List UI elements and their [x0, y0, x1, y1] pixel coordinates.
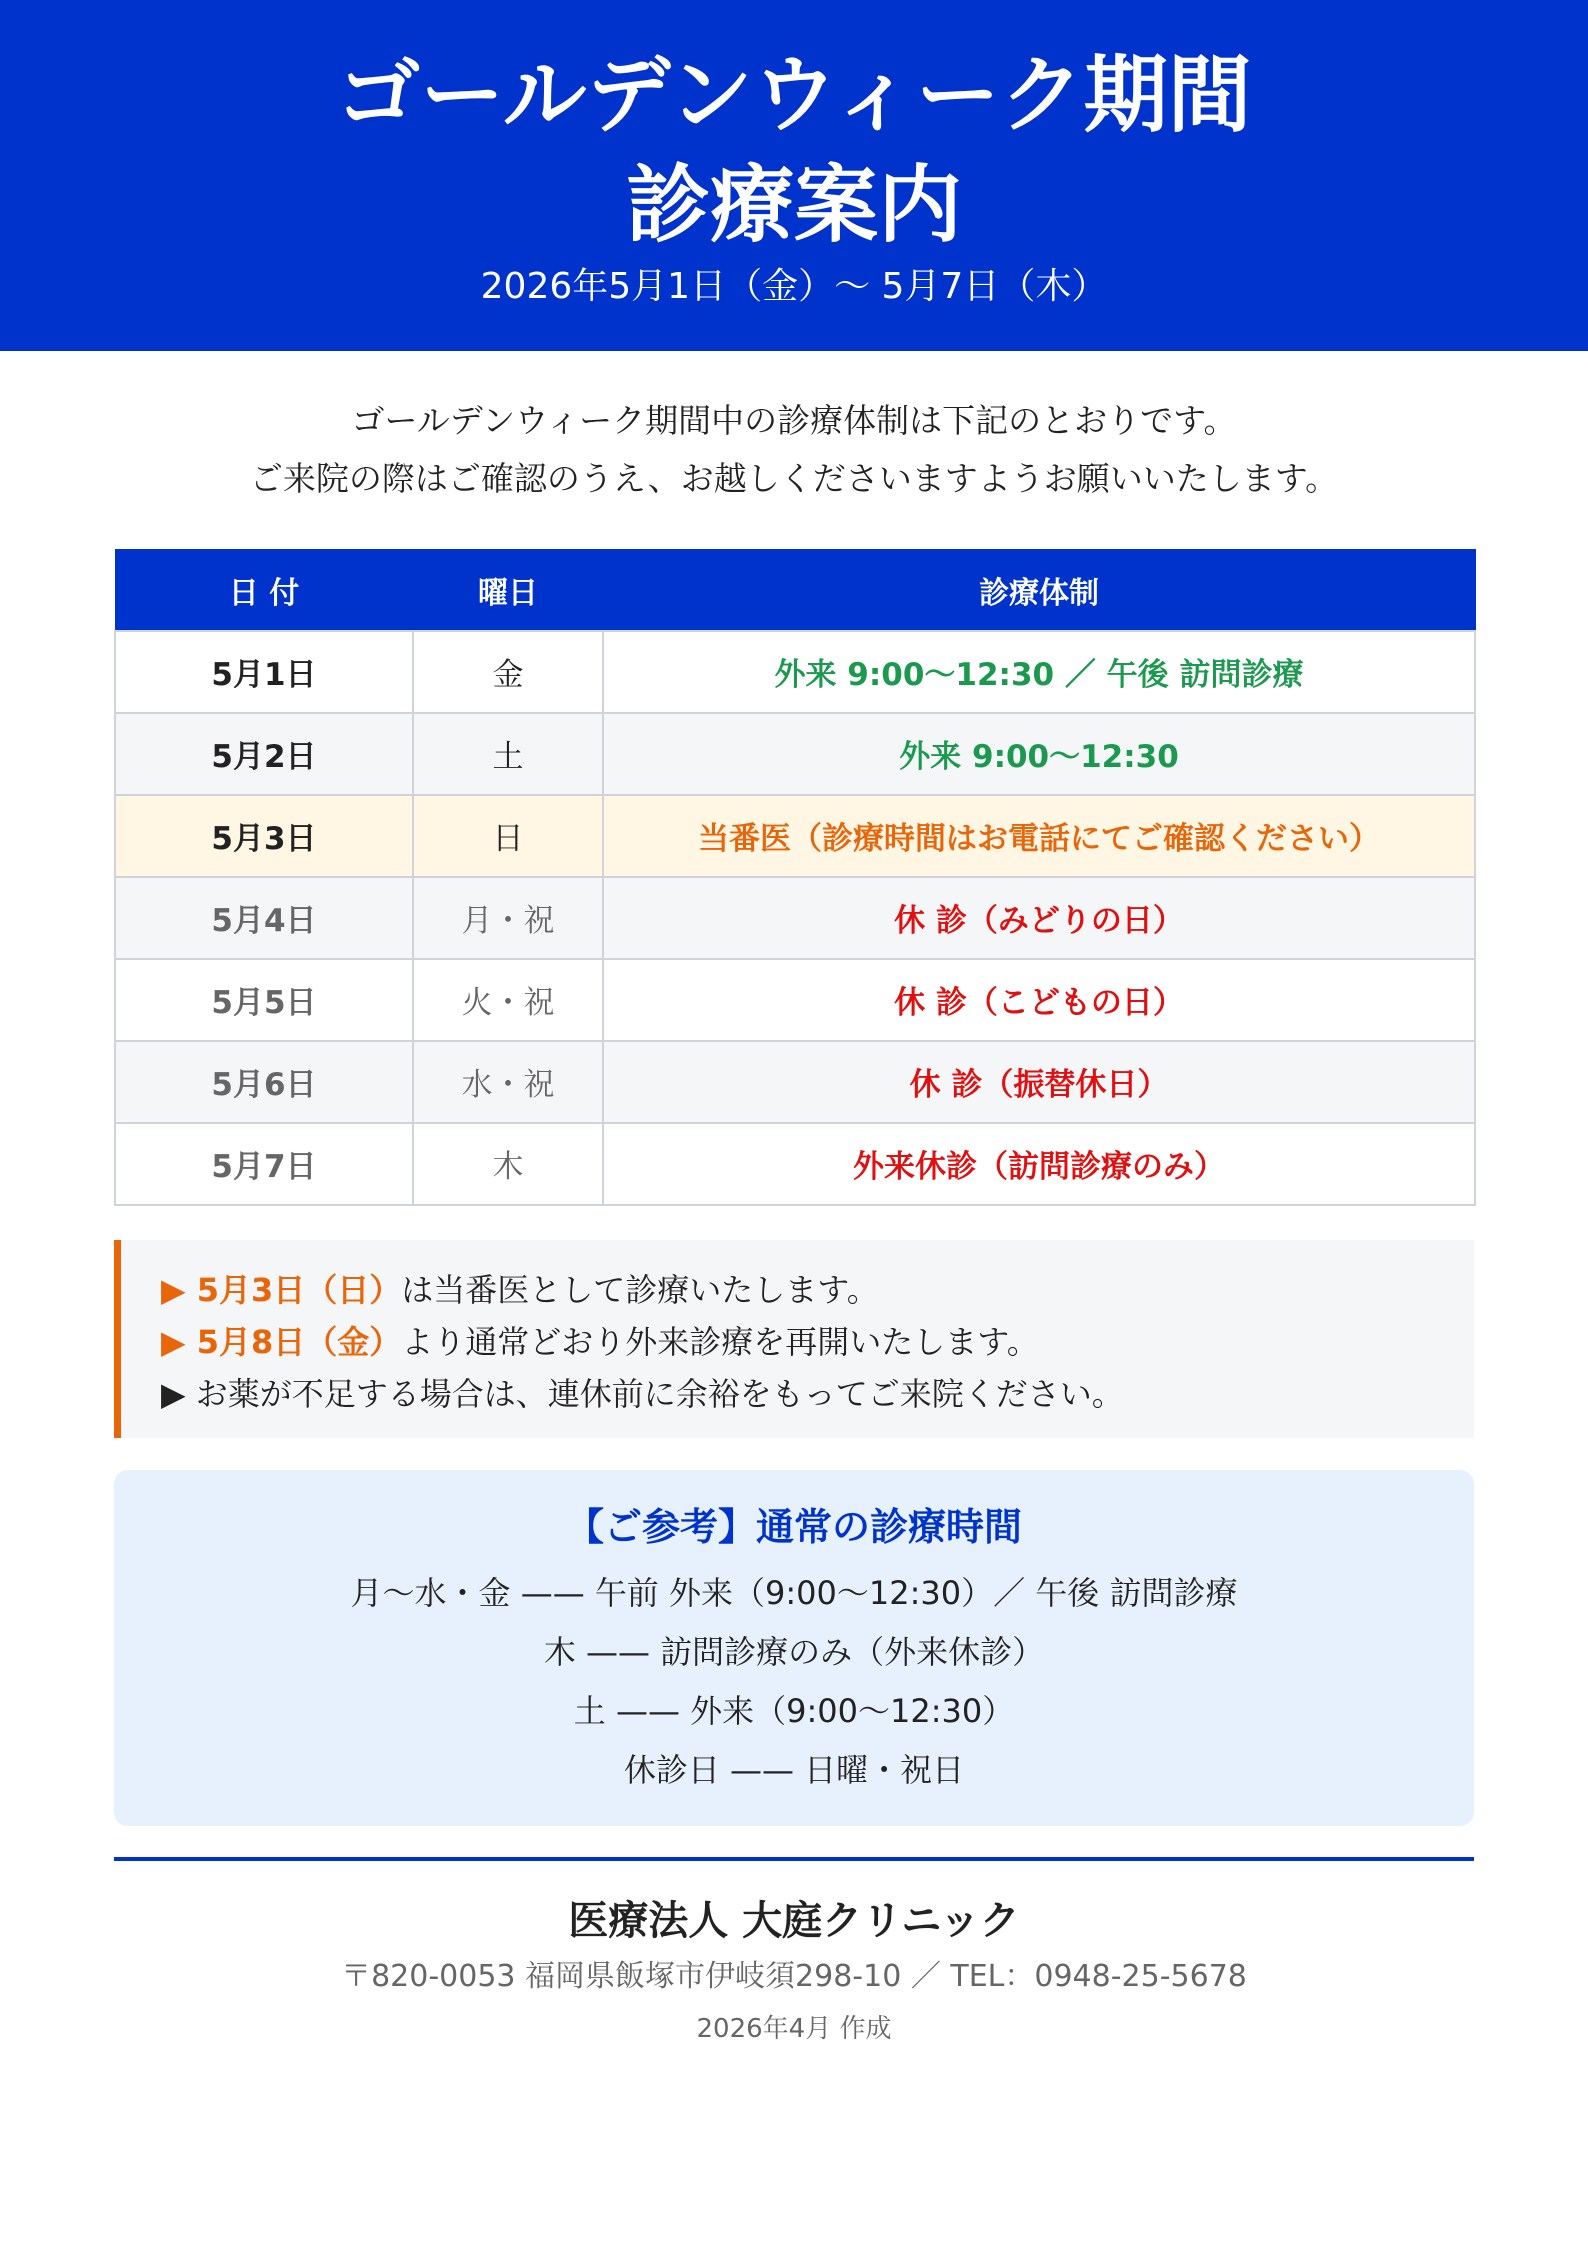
row-day: 月・祝	[413, 877, 603, 959]
notice-line-3: ▶ お薬が不足する場合は、連休前に余裕をもってご来院ください。	[161, 1375, 1124, 1413]
header-day: 曜日	[413, 550, 603, 631]
table-row	[115, 1041, 1475, 1123]
row-day: 日	[413, 795, 603, 877]
row-schedule: 外来休診（訪問診療のみ）	[603, 1123, 1475, 1205]
row-date: 5月4日	[115, 877, 413, 959]
notice-text: より通常どおり外来診療を再開いたします。	[401, 1323, 1039, 1361]
intro-line-2: ご来院の際はご確認のうえ、お越しくださいますようお願いいたします。	[249, 459, 1339, 498]
page-title-line2: 診療案内	[625, 156, 962, 254]
row-date: 5月3日	[115, 795, 413, 877]
row-schedule: 当番医（診療時間はお電話にてご確認ください）	[603, 795, 1475, 877]
clinic-address: 〒820-0053 福岡県飯塚市伊岐須298-10 ／ TEL：0948-25-5678	[341, 1959, 1247, 1994]
reference-box	[114, 1470, 1474, 1826]
clinic-name: 医療法人 大庭クリニック	[568, 1898, 1020, 1944]
reference-line: 木 —— 訪問診療のみ（外来休診）	[543, 1633, 1045, 1671]
row-day: 木	[413, 1123, 603, 1205]
reference-line: 休診日 —— 日曜・祝日	[623, 1751, 965, 1789]
reference-line: 土 —— 外来（9:00〜12:30）	[573, 1692, 1015, 1730]
notice-highlight-date: 5月3日（日）	[196, 1271, 402, 1309]
table-row	[115, 713, 1475, 795]
row-date: 5月7日	[115, 1123, 413, 1205]
header-date: 日 付	[115, 550, 413, 631]
table-row	[115, 959, 1475, 1041]
row-schedule: 休 診（こどもの日）	[603, 959, 1475, 1041]
row-day: 金	[413, 631, 603, 713]
row-schedule: 休 診（振替休日）	[603, 1041, 1475, 1123]
table-header-row	[115, 550, 1475, 631]
created-date: 2026年4月 作成	[696, 2014, 892, 2044]
notice-arrow-icon: ▶	[161, 1323, 197, 1361]
table-row	[115, 795, 1475, 877]
notice-highlight-date: 5月8日（金）	[196, 1323, 402, 1361]
schedule-table	[114, 549, 1476, 1206]
notice-arrow-icon: ▶	[161, 1271, 197, 1309]
header-schedule: 診療体制	[603, 550, 1475, 631]
row-day: 水・祝	[413, 1041, 603, 1123]
notice-line-1	[161, 1264, 1474, 1316]
row-schedule: 外来 9:00〜12:30	[603, 713, 1475, 795]
period-subtitle: 2026年5月1日（金）〜 5月7日（木）	[480, 266, 1108, 307]
row-schedule: 外来 9:00〜12:30 ／ 午後 訪問診療	[603, 631, 1475, 713]
row-date: 5月6日	[115, 1041, 413, 1123]
reference-title: 【ご参考】通常の診療時間	[565, 1505, 1022, 1549]
header-banner	[0, 0, 1588, 351]
row-date: 5月2日	[115, 713, 413, 795]
row-schedule: 休 診（みどりの日）	[603, 877, 1475, 959]
row-date: 5月5日	[115, 959, 413, 1041]
table-row	[115, 1123, 1475, 1205]
notice-text: は当番医として診療いたします。	[401, 1271, 879, 1309]
row-day: 火・祝	[413, 959, 603, 1041]
footer-divider	[114, 1857, 1474, 1861]
notice-box	[114, 1240, 1474, 1438]
row-day: 土	[413, 713, 603, 795]
reference-line: 月〜水・金 —— 午前 外来（9:00〜12:30）／ 午後 訪問診療	[350, 1574, 1238, 1612]
page-title-line1: ゴールデンウィーク期間	[336, 46, 1252, 144]
notice-line-2	[161, 1316, 1474, 1368]
table-row	[115, 631, 1475, 713]
intro-line-1: ゴールデンウィーク期間中の診療体制は下記のとおりです。	[351, 401, 1237, 440]
row-date: 5月1日	[115, 631, 413, 713]
table-row	[115, 877, 1475, 959]
